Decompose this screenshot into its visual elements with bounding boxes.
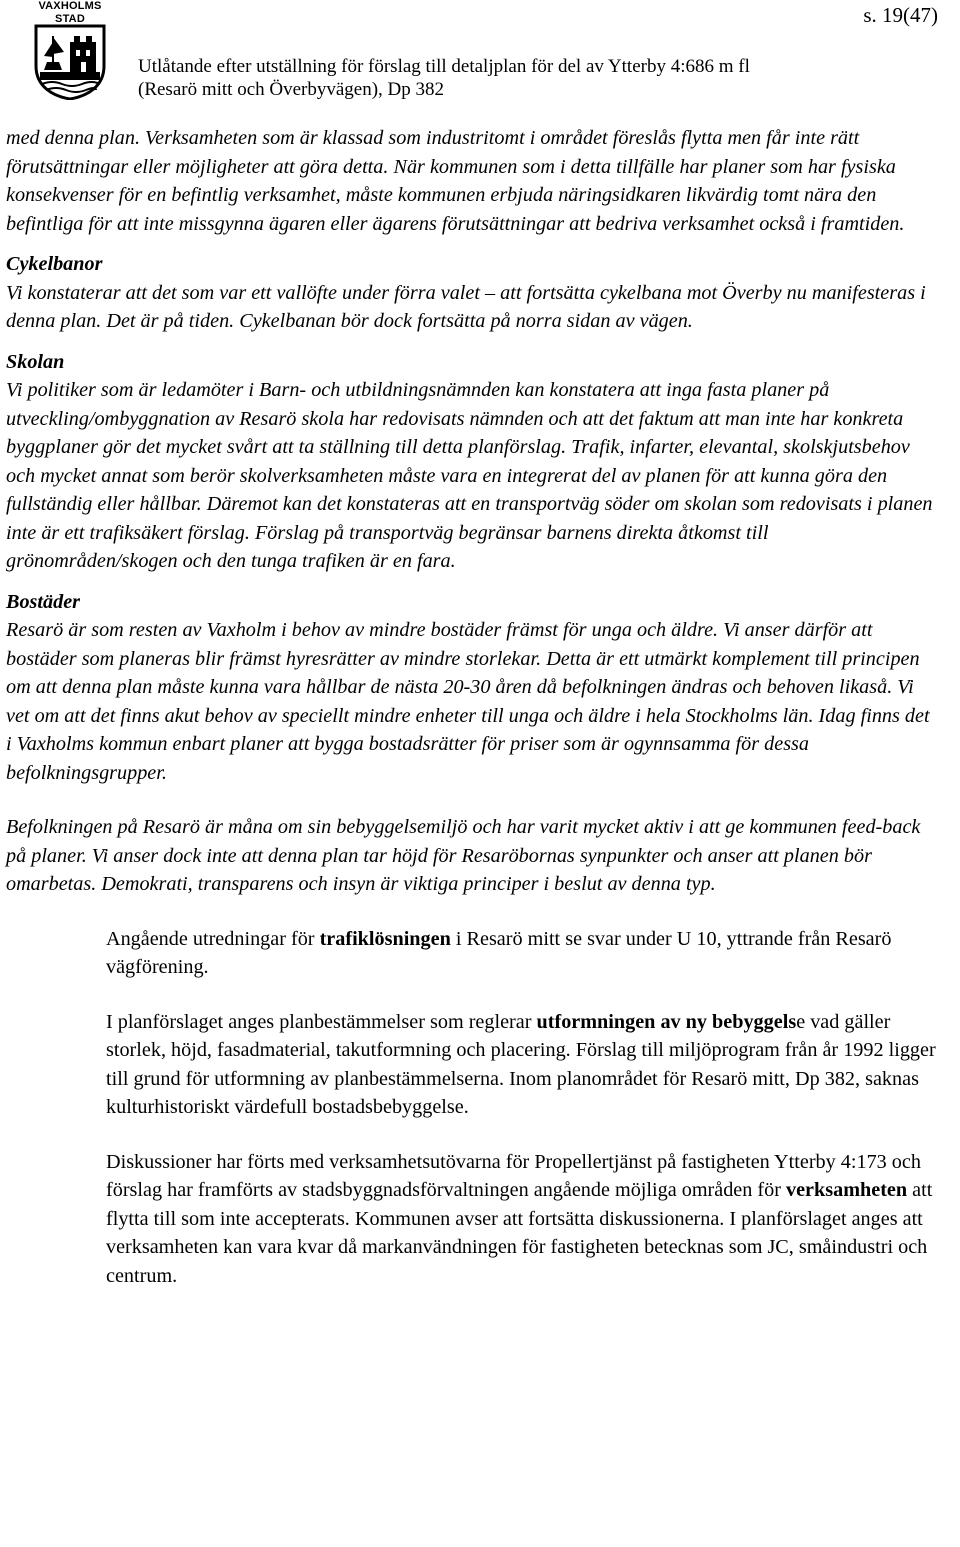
logo-text-line2: STAD bbox=[55, 13, 85, 25]
page-header bbox=[0, 0, 960, 110]
reply-paragraph-business bbox=[106, 1148, 936, 1291]
reply-keyword: utformningen av ny bebyggels bbox=[536, 1010, 797, 1033]
document-title bbox=[138, 55, 750, 101]
page-number: s. 19(47) bbox=[863, 3, 938, 27]
reply-keyword: trafiklösningen bbox=[319, 927, 451, 950]
section-cykelbanor bbox=[6, 250, 936, 336]
section-text: Vi konstaterar att det som var ett vallöfte under förra valet – att fortsätta cykelbana mot Överby nu manifesteras i denna plan. Det är på tiden. Cykelbanan bör dock fortsätta på norra sidan av vägen. bbox=[6, 281, 926, 332]
coat-of-arms-icon bbox=[32, 24, 108, 100]
section-bostader bbox=[6, 588, 936, 788]
document-title-line1: Utlåtande efter utställning för förslag till detaljplan för del av Ytterby 4:686 m fl bbox=[138, 56, 750, 77]
document-body bbox=[6, 124, 936, 1290]
intro-paragraph: med denna plan. Verksamheten som är klassad som industritomt i området föreslås flytta men får inte rätt förutsättningar eller möjligheter att göra detta. När kommunen som i detta tillfälle har planer som har fysiska konsekvenser för en befintlig verksamhet, måste kommunen erbjuda näringsidkaren likvärdig tomt nära den befintliga för att inte missgynna ägaren eller ägarens förutsättningar att bedriva verksamhet också i framtiden. bbox=[6, 127, 905, 235]
reply-paragraph-design bbox=[106, 1008, 936, 1122]
reply-text: Angående utredningar för bbox=[106, 927, 320, 950]
reply-text: I planförslaget anges planbestämmelser som reglerar bbox=[106, 1010, 537, 1033]
section-text: Resarö är som resten av Vaxholm i behov av mindre bostäder främst för unga och äldre. Vi anser därför att bostäder som planeras blir främst hyresrätter av mindre storlekar. Detta är ett utmärkt komplement till principen om att denna plan måste kunna vara hållbar de nästa 20-30 åren då befolkningen ändras och behoven likaså. Vi vet om att det finns akut behov av speciellt mindre enheter till unga och äldre i hela Stockholms län. Idag finns det i Vaxholms kommun enbart planer att bygga bostadsrätter för priser som är ogynnsamma för dessa befolkningsgrupper. bbox=[6, 619, 930, 784]
reply-text: att flytta till som inte accepterats. Kommunen avser att fortsätta diskussionerna. I planförslaget anges att verksamheten kan vara kvar då markanvändningen för fastigheten betecknas som JC, småindustri och centrum. bbox=[106, 1179, 933, 1287]
logo-text-line1: VAXHOLMS bbox=[38, 0, 102, 12]
reply-paragraph-traffic bbox=[106, 925, 936, 982]
section-heading: Bostäder bbox=[6, 590, 81, 613]
reply-text: e vad gäller storlek, höjd, fasadmaterial, takutformning och placering. Förslag till miljöprogram från år 1992 ligger till grund för utformning av planbestämmelserna. Inom planområdet för Resarö mitt, Dp 382, saknas kulturhistoriskt värdefull bostadsbebyggelse. bbox=[106, 1010, 936, 1118]
reply-text: i Resarö mitt se svar under U 10, yttrande från Resarö vägförening. bbox=[106, 927, 892, 978]
reply-keyword: verksamheten bbox=[786, 1179, 908, 1201]
section-text: Vi politiker som är ledamöter i Barn- och utbildningsnämnden kan konstatera att inga fasta planer på utveckling/ombyggnation av Resarö skola har redovisats nämnden och att det faktum att man inte har konkreta byggplaner gör det mycket svårt att ta ställning till detta planförslag. Trafik, infarter, elevantal, skolskjutsbehov och mycket annat som berör skolverksamheten måste vara en integrerat del av planen för att kunna göra den fullständig eller hållbar. Däremot kan det konstateras att en transportväg söder om skolan som redovisats i planen inte är ett trafiksäkert förslag. Förslag på transportväg begränsar barnens direkta åtkomst till grönområden/skogen och den tunga trafiken är en fara. bbox=[6, 379, 933, 572]
document-title-line2: (Resarö mitt och Överbyvägen), Dp 382 bbox=[138, 79, 445, 100]
reply-text: Diskussioner har förts med verksamhetsutövarna för Propellertjänst på fastigheten Ytterby 4:173 och förslag har framförts av stadsbyggnadsförvaltningen angående möjliga områden för bbox=[106, 1150, 921, 1201]
section-skolan bbox=[6, 348, 936, 576]
section-heading: Skolan bbox=[6, 350, 65, 373]
municipality-logo bbox=[30, 0, 110, 100]
section-heading: Cykelbanor bbox=[6, 253, 103, 275]
logo-text bbox=[30, 0, 110, 26]
closing-paragraph: Befolkningen på Resarö är måna om sin bebyggelsemiljö och har varit mycket aktiv i att ge kommunen feed-back på planer. Vi anser dock inte att denna plan tar höjd för Resaröbornas synpunkter och anser att planen bör omarbetas. Demokrati, transparens och insyn är viktiga principer i beslut av denna typ. bbox=[6, 816, 921, 895]
